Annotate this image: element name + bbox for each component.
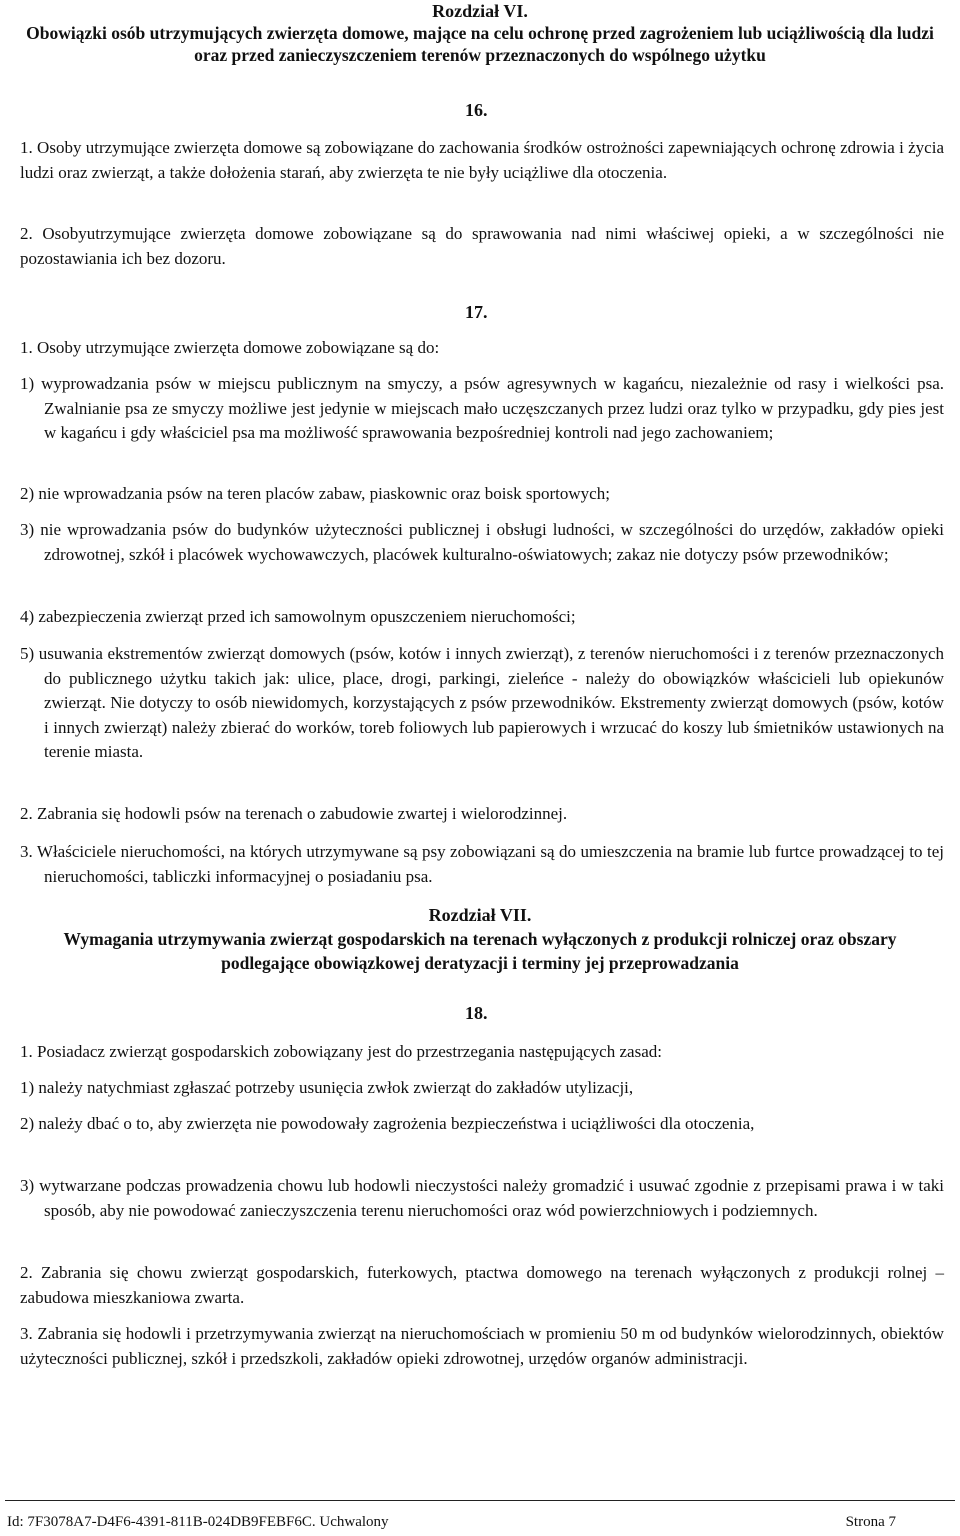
- chapter-7-header: [8, 903, 952, 975]
- section-17-item-2: 2) nie wprowadzania psów na teren placów zabaw, piaskownic oraz boisk sportowych;: [20, 484, 610, 503]
- section-17-intro: 1. Osoby utrzymujące zwierzęta domowe zobowiązane są do:: [20, 338, 440, 357]
- section-18-item-2: 2) należy dbać o to, aby zwierzęta nie powodowały zagrożenia bezpieczeństwa i uciążliwości dla otoczenia,: [20, 1114, 755, 1133]
- chapter-7-title: Rozdział VII.: [428, 905, 532, 925]
- section-17-item-4: 4) zabezpieczenia zwierząt przed ich samowolnym opuszczeniem nieruchomości;: [20, 607, 576, 626]
- section-17-item-3: 3) nie wprowadzania psów do budynków użyteczności publicznej i obsługi ludności, w szczególności do urzędów, zakładów opieki zdrowotnej, szkół i placówek wychowawczych, placówek kulturalno-oświatowych; zakaz nie dotyczy psów przewodników;: [20, 520, 944, 564]
- section-18-item-1: 1) należy natychmiast zgłaszać potrzeby usunięcia zwłok zwierząt do zakładów utylizacji,: [20, 1078, 634, 1097]
- section-17-item-1: 1) wyprowadzania psów w miejscu publicznym na smyczy, a psów agresywnych w kagańcu, niezależnie od rasy i wielkości psa. Zwalnianie psa ze smyczy możliwe jest jedynie w miejscach mało uczęszczanych przez ludzi oraz tylko w przypadku, gdy pies jest w kagańcu i gdy właściciel psa ma możliwość sprawowania bezpośredniej kontroli nad jego zachowaniem;: [20, 374, 944, 442]
- section-17-number: 17.: [465, 302, 488, 322]
- section-16-paragraph-2: 2. Osobyutrzymujące zwierzęta domowe zobowiązane są do sprawowania nad nimi właściwej opieki, a w szczególności nie pozostawiania ich bez dozoru.: [20, 224, 944, 268]
- section-18-number: 18.: [465, 1003, 488, 1023]
- footer-page-number: Strona 7: [845, 1514, 896, 1530]
- chapter-6-subtitle: Obowiązki osób utrzymujących zwierzęta domowe, mające na celu ochronę przed zagrożeniem lub uciążliwością dla ludzi oraz przed zanieczyszczeniem terenów przeznaczonych do wspólnego użytku: [26, 23, 934, 65]
- chapter-6-header: [8, 0, 952, 66]
- section-17-paragraph-3: 3. Właściciele nieruchomości, na których utrzymywane są psy zobowiązani są do umieszczenia na bramie lub furtce prowadzącej to tej nieruchomości, tabliczki informacyjnej o posiadaniu psa.: [20, 842, 944, 886]
- section-16-paragraph-1: 1. Osoby utrzymujące zwierzęta domowe są zobowiązane do zachowania środków ostrożności zapewniających ochronę zdrowia i życia ludzi oraz zwierząt, a także dołożenia starań, aby zwierzęta te nie były uciążliwe dla otoczenia.: [20, 138, 944, 182]
- chapter-7-subtitle: Wymagania utrzymywania zwierząt gospodarskich na terenach wyłączonych z produkcji rolniczej oraz obszary podlegające obowiązkowej deratyzacji i terminy jej przeprowadzania: [63, 929, 897, 973]
- section-18-paragraph-3: 3. Zabrania się hodowli i przetrzymywania zwierząt na nieruchomościach w promieniu 50 m od budynków wielorodzinnych, obiektów użyteczności publicznej, szkół i przedszkoli, zakładów opieki zdrowotnej, urzędów organów administracji.: [20, 1324, 944, 1368]
- footer-document-id: Id: 7F3078A7-D4F6-4391-811B-024DB9FEBF6C. Uchwalony: [7, 1514, 389, 1530]
- chapter-6-title: Rozdział VI.: [432, 1, 528, 21]
- section-18-item-3: 3) wytwarzane podczas prowadzenia chowu lub hodowli nieczystości należy gromadzić i usuwać zgodnie z przepisami prawa i w taki sposób, aby nie powodować zanieczyszczenia terenu nieruchomości oraz wód powierzchniowych i podziemnych.: [20, 1176, 944, 1220]
- section-17-item-5: 5) usuwania ekstrementów zwierząt domowych (psów, kotów i innych zwierząt), z terenów nieruchomości i z terenów przeznaczonych do publicznego użytku takich jak: ulice, place, drogi, parkingi, zieleńce - należy do obowiązków właścicieli lub opiekunów zwierząt. Nie dotyczy to osób niewidomych, korzystających z psów przewodników. Ekstrementy zwierząt domowych (psów, kotów i innych zwierząt) należy zbierać do worków, toreb foliowych lub papierowych i wrzucać do koszy lub śmietników ustawionych na terenie miasta.: [20, 644, 944, 761]
- section-18-intro: 1. Posiadacz zwierząt gospodarskich zobowiązany jest do przestrzegania następujących zasad:: [20, 1042, 662, 1061]
- section-17-paragraph-2: 2. Zabrania się hodowli psów na terenach o zabudowie zwartej i wielorodzinnej.: [20, 804, 568, 823]
- section-16-number: 16.: [465, 100, 488, 120]
- section-18-paragraph-2: 2. Zabrania się chowu zwierząt gospodarskich, futerkowych, ptactwa domowego na terenach wyłączonych z produkcji rolnej – zabudowa mieszkaniowa zwarta.: [20, 1263, 944, 1307]
- footer-divider: [5, 1500, 955, 1501]
